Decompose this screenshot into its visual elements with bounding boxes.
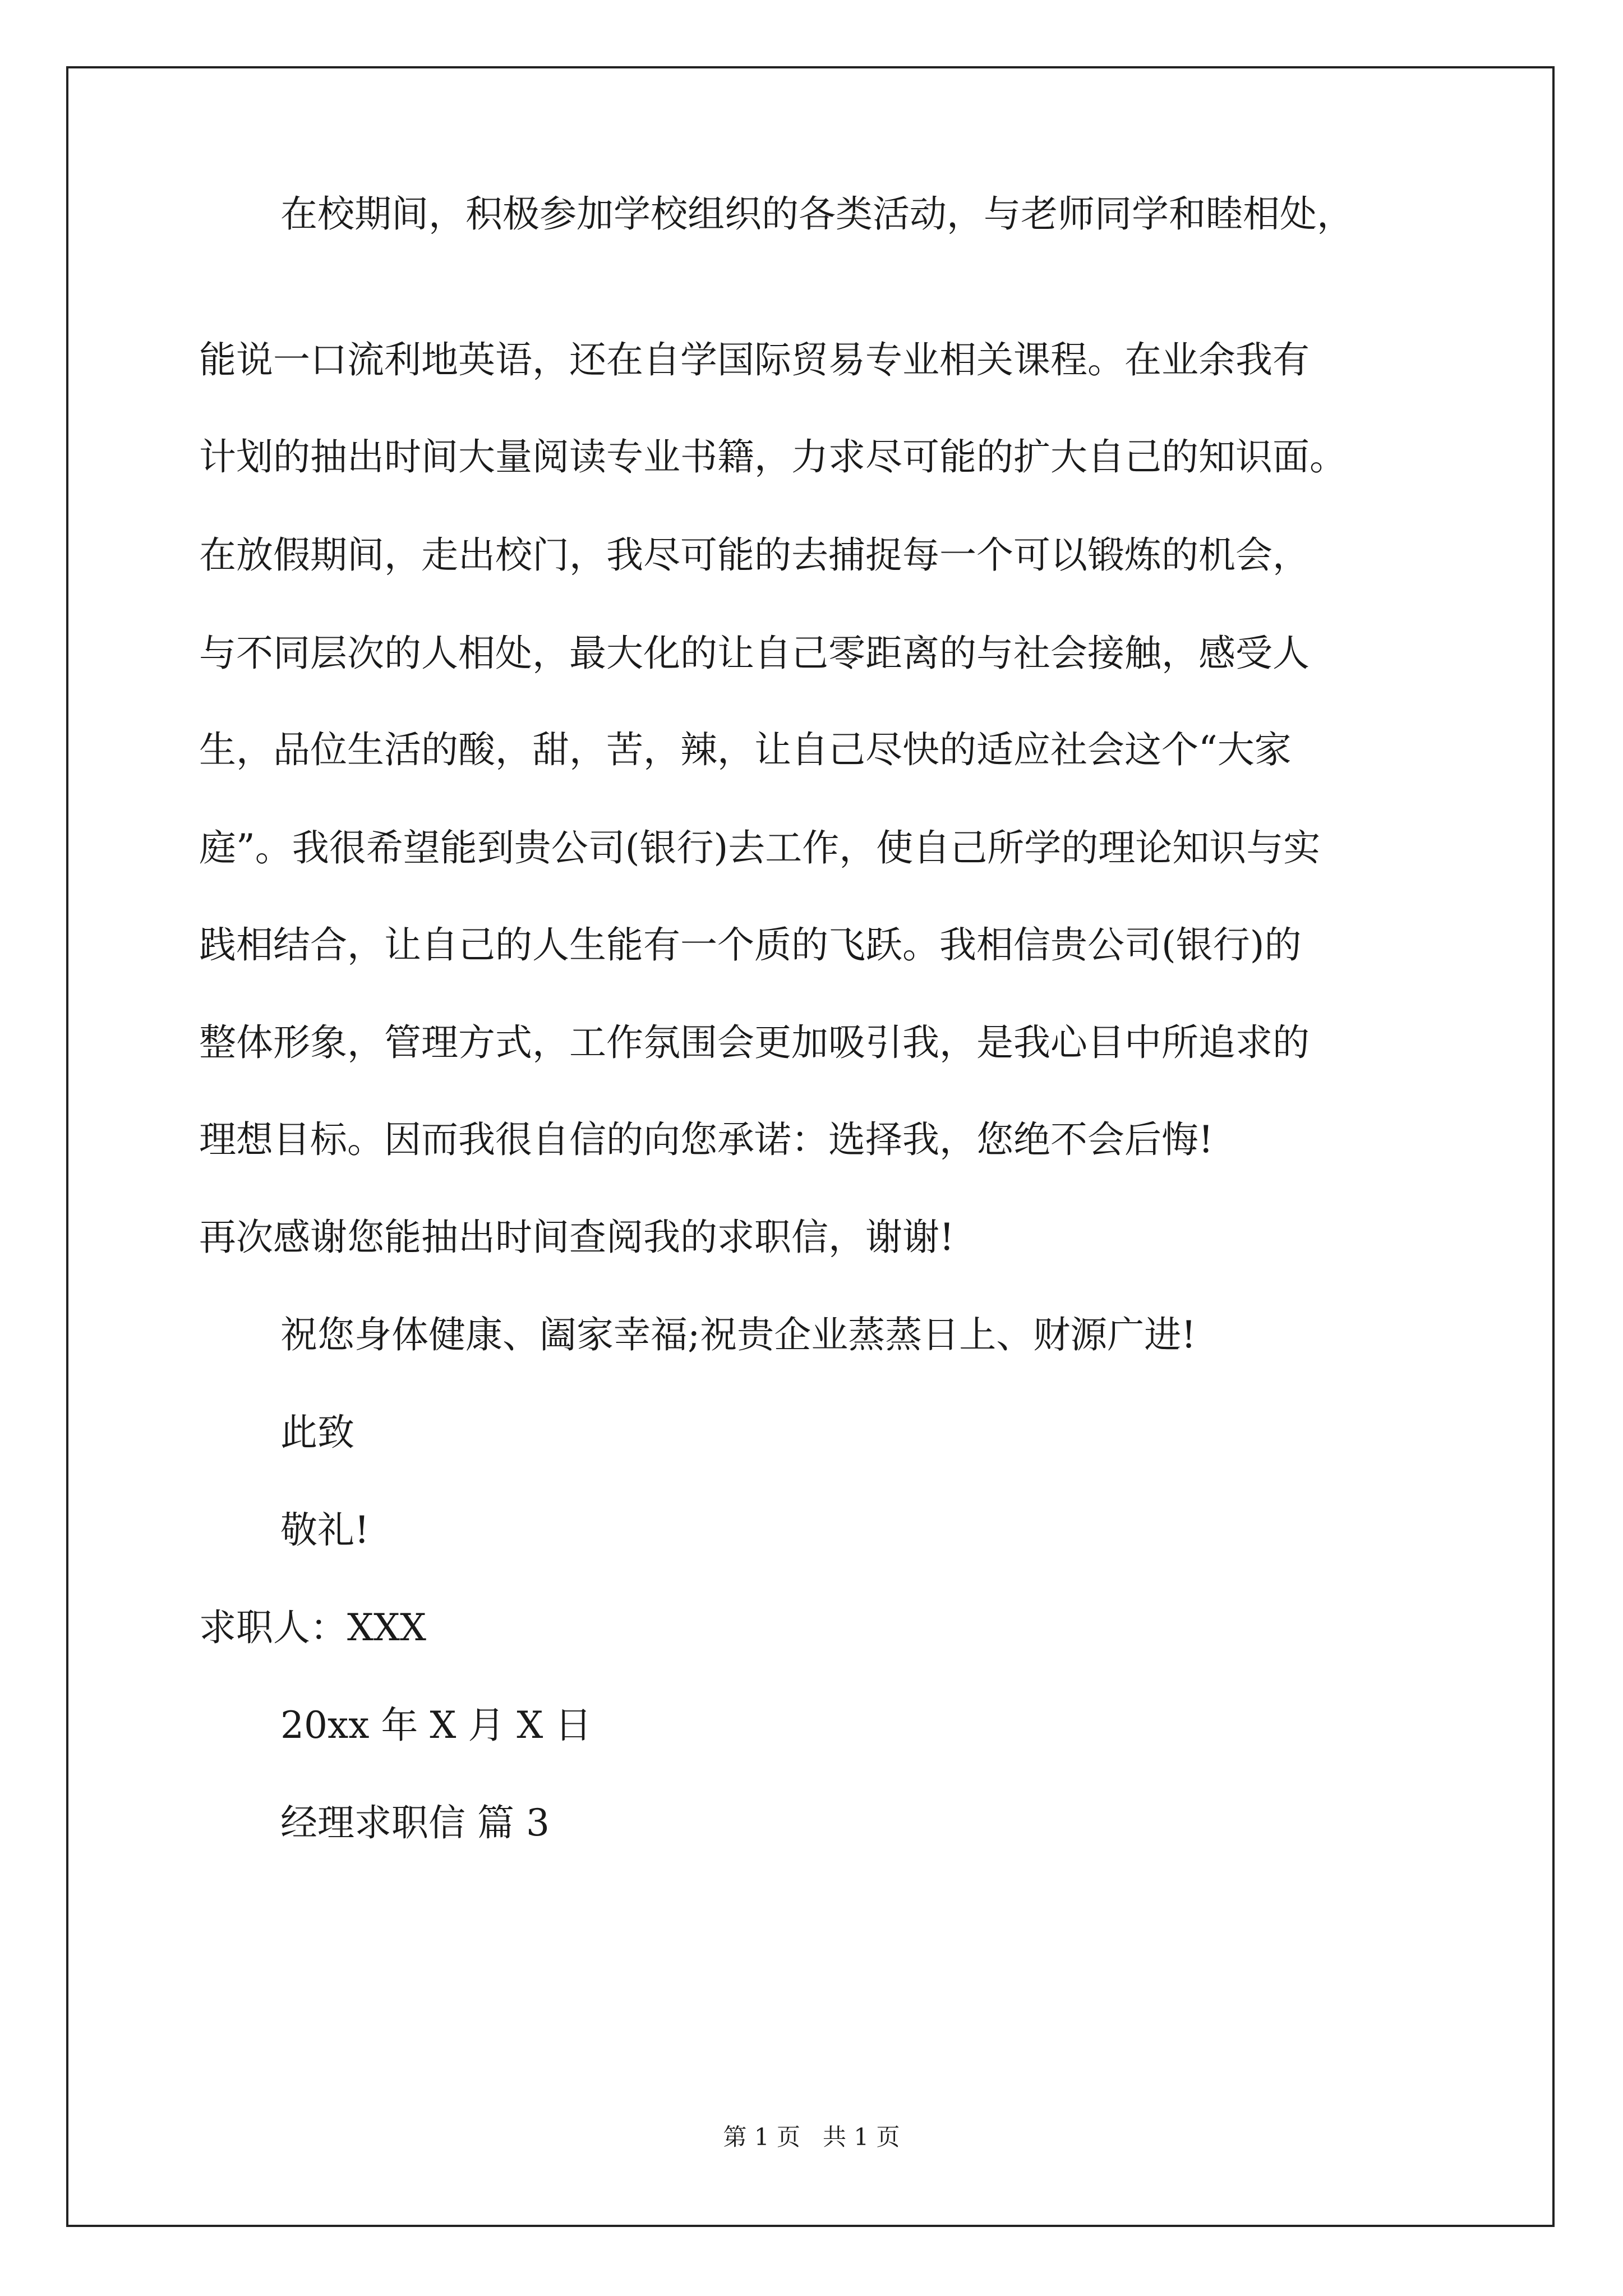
paragraph-line-4: 在放假期间，走出校门，我尽可能的去捕捉每一个可以锻炼的机会， (199, 533, 1310, 577)
thanks-line: 祝您身体健康、阖家幸福;祝贵企业蒸蒸日上、财源广进! (280, 1313, 1196, 1356)
paragraph-line-3: 计划的抽出时间大量阅读专业书籍，力求尽可能的扩大自己的知识面。 (199, 435, 1347, 478)
paragraph-line-6: 生，品位生活的酸，甜，苦，辣，让自己尽快的适应社会这个“大家 (199, 728, 1292, 771)
applicant-signature: 20xx 年 X 月 X 日 (280, 1704, 592, 1747)
paragraph-line-10: 理想目标。因而我很自信的向您承诺：选择我，您绝不会后悔! (199, 1118, 1214, 1161)
paragraph-line-2: 能说一口流利地英语，还在自学国际贸易专业相关课程。在业余我有 (199, 338, 1310, 381)
paragraph-line-5: 与不同层次的人相处，最大化的让自己零距离的与社会接触，感受人 (199, 632, 1310, 675)
paragraph-line-9: 整体形象，管理方式，工作氛围会更加吸引我，是我心目中所追求的 (199, 1021, 1310, 1064)
paragraph-line-7: 庭”。我很希望能到贵公司(银行)去工作，使自己所学的理论知识与实 (199, 826, 1321, 869)
paragraph-line-1: 在校期间，积极参加学校组织的各类活动，与老师同学和睦相处， (280, 192, 1354, 236)
closing-cizhi: 敬礼! (280, 1508, 370, 1552)
page-footer: 第 1 页 共 1 页 (723, 2123, 900, 2151)
closing-jingli: 求职人：XXX (199, 1606, 426, 1649)
paragraph-line-11: 再次感谢您能抽出时间查阅我的求职信，谢谢! (199, 1216, 955, 1259)
wishes-line: 此致 (280, 1411, 354, 1454)
paragraph-line-8: 践相结合，让自己的人生能有一个质的飞跃。我相信贵公司(银行)的 (199, 923, 1302, 967)
letter-date: 经理求职信 篇 3 (280, 1801, 550, 1844)
